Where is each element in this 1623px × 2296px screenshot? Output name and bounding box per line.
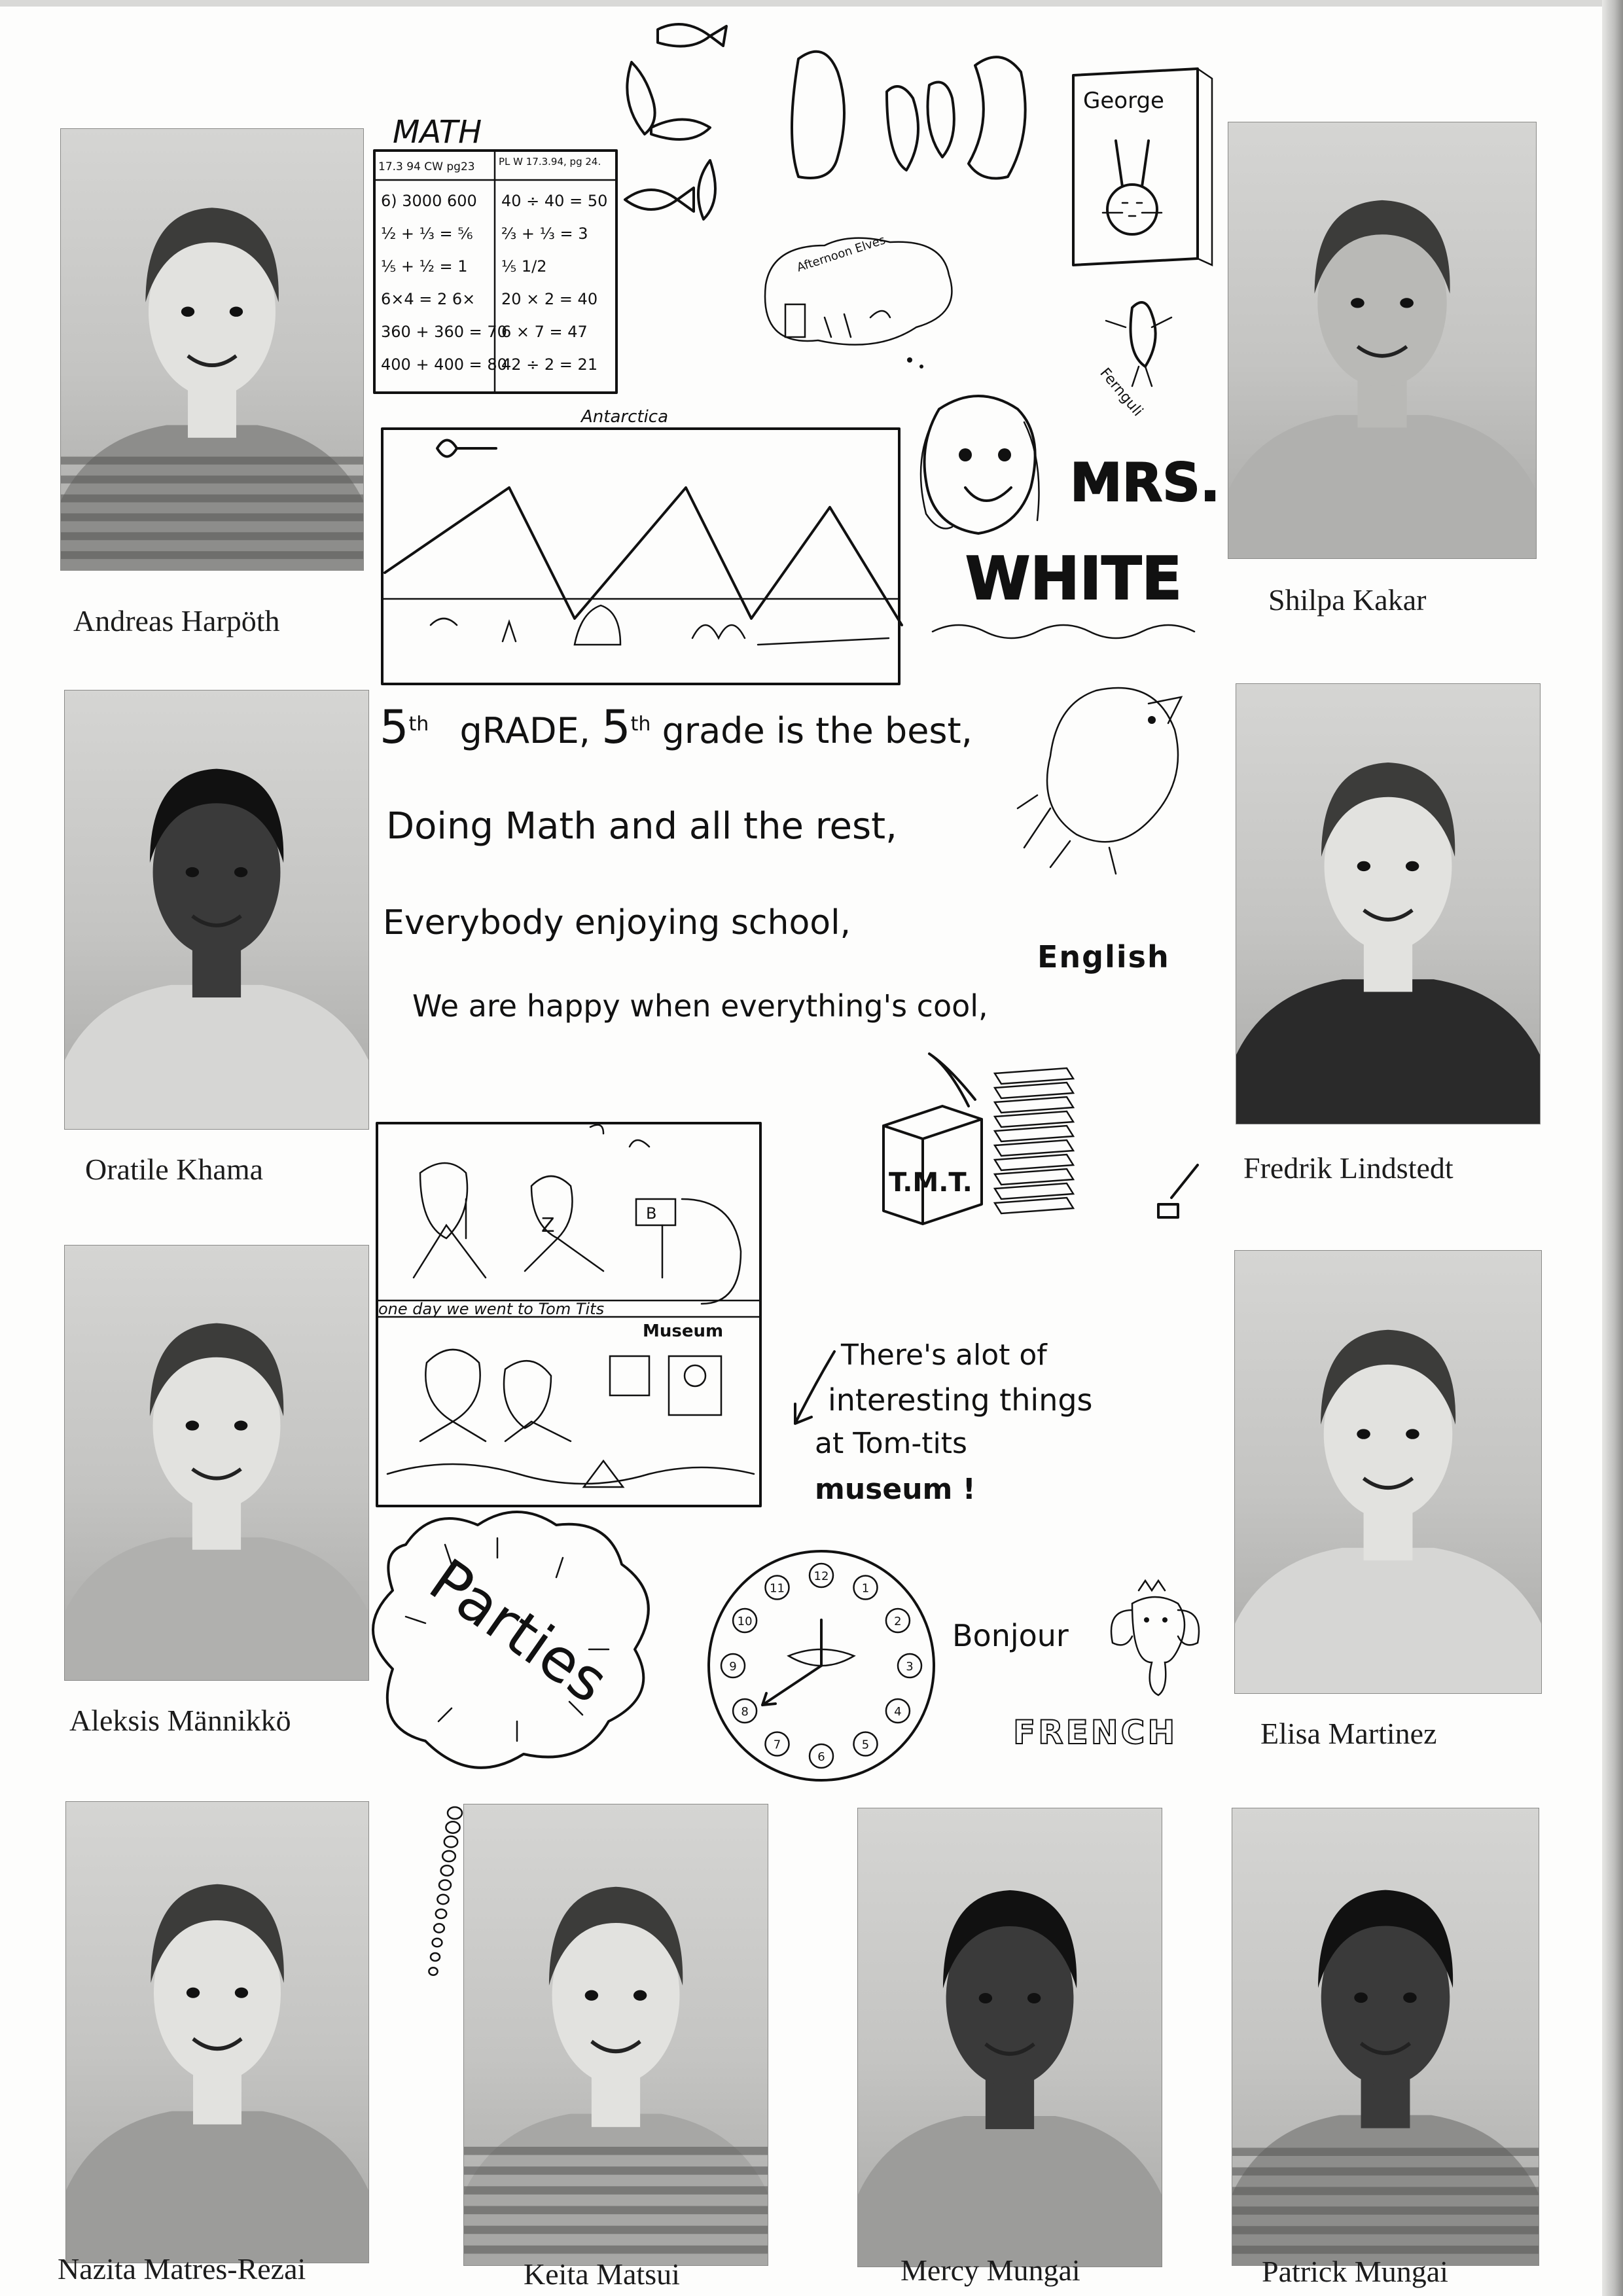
student-photo <box>64 1245 369 1681</box>
page-top-edge <box>0 0 1623 7</box>
clock-numeral: 6 <box>817 1750 825 1764</box>
poem-grade: gRADE, <box>459 710 590 751</box>
student-photo <box>1228 122 1537 559</box>
clock-numeral: 8 <box>741 1705 749 1719</box>
portrait-silhouette <box>66 1802 368 2263</box>
math-header-left: 17.3 94 CW pg23 <box>378 160 475 173</box>
clock-numeral: 5 <box>861 1738 870 1752</box>
student-name: Elisa Martinez <box>1260 1717 1437 1750</box>
student-name: Keita Matsui <box>524 2257 680 2291</box>
portrait-silhouette <box>61 129 363 570</box>
student-photo <box>1234 1250 1542 1694</box>
student-photo <box>65 1801 369 2263</box>
fernguli-label: Fernguli <box>1096 365 1146 420</box>
tmt-label: T.M.T. <box>889 1168 972 1198</box>
poem-5b: 5 <box>601 700 631 754</box>
clock-doodle <box>704 1545 942 1787</box>
student-photo <box>1236 683 1541 1124</box>
math-right-column <box>501 192 607 374</box>
math-right-item: 42 ÷ 2 = 21 <box>501 355 598 374</box>
comic-sign: B <box>646 1204 657 1223</box>
math-left-item: 6) 3000 600 <box>381 192 477 210</box>
poem-line-4: We are happy when everything's cool, <box>412 988 988 1024</box>
math-right-item: ⅔ + ⅓ = 3 <box>501 224 588 243</box>
museum-line-4: museum ! <box>815 1473 976 1506</box>
clock-numeral: 9 <box>729 1660 737 1674</box>
poem-5: 5 <box>380 700 409 754</box>
math-right-item: 40 ÷ 40 = 50 <box>501 192 608 210</box>
poem-th: th <box>408 713 429 736</box>
student-name: Shilpa Kakar <box>1268 583 1427 617</box>
clock-numeral: 2 <box>894 1615 902 1628</box>
parties-label: Parties <box>417 1546 620 1717</box>
math-left-item: ⅕ + ½ = 1 <box>381 257 468 276</box>
student-name: Andreas Harpöth <box>73 604 280 637</box>
tom-tits-comic-doodle <box>374 1121 764 1509</box>
penguins-doodle <box>772 39 1034 203</box>
poem-best: grade is the best, <box>662 710 972 751</box>
antarctica-doodle <box>378 409 902 687</box>
clock-numeral: 3 <box>906 1660 914 1674</box>
poem-line-3: Everybody enjoying school, <box>383 903 851 942</box>
clock-numeral: 12 <box>813 1570 829 1583</box>
portrait-silhouette <box>65 691 368 1129</box>
clock-numeral: 4 <box>894 1705 902 1719</box>
poem-line-1 <box>380 700 972 754</box>
clock-numeral: 11 <box>770 1581 785 1596</box>
comic-caption-2: Museum <box>643 1321 724 1341</box>
poem-thb: th <box>630 713 651 736</box>
mrs-label: MRS. <box>1070 452 1221 513</box>
student-photo <box>857 1808 1162 2267</box>
parrot-doodle <box>1011 677 1221 884</box>
math-left-column <box>381 192 507 374</box>
portrait-silhouette <box>858 1808 1162 2267</box>
clock-numeral: 7 <box>773 1738 781 1752</box>
comic-caption-1: one day we went to Tom Tits <box>378 1300 605 1318</box>
student-name: Oratile Khama <box>85 1153 264 1186</box>
fish-doodle <box>612 16 743 232</box>
student-name: Nazita Matres-Rezai <box>58 2252 306 2286</box>
book-title: George <box>1083 88 1164 114</box>
portrait-silhouette <box>65 1246 368 1680</box>
afternoon-label: Afternoon Elves <box>795 233 887 275</box>
math-left-item: 360 + 360 = 70 <box>381 323 507 341</box>
portrait-silhouette <box>1235 1251 1541 1693</box>
elephant-doodle <box>1106 1577 1204 1702</box>
student-photo <box>1232 1808 1539 2266</box>
math-left-item: ½ + ⅓ = ⅚ <box>381 224 473 243</box>
math-right-item: 20 × 2 = 40 <box>501 290 598 308</box>
math-header-right: PL W 17.3.94, pg 24. <box>499 156 601 168</box>
parties-cloud-doodle <box>366 1505 674 1983</box>
student-name: Fredrik Lindstedt <box>1243 1151 1454 1185</box>
poem-line-2: Doing Math and all the rest, <box>386 805 897 848</box>
math-title: MATH <box>393 114 482 151</box>
student-name: Mercy Mungai <box>901 2253 1080 2287</box>
mrs-white-doodle <box>913 383 1221 645</box>
student-photo <box>64 690 369 1130</box>
portrait-silhouette <box>1236 684 1540 1124</box>
math-right-item: 6 × 7 = 47 <box>501 323 588 341</box>
student-photo <box>60 128 364 571</box>
math-left-item: 6×4 = 2 6× <box>381 290 476 308</box>
white-label: WHITE <box>965 545 1182 613</box>
george-book-doodle <box>1063 62 1217 272</box>
tmt-books-doodle <box>870 1047 1211 1230</box>
museum-line-3: at Tom-tits <box>815 1427 967 1460</box>
comic-z: Z <box>541 1214 555 1237</box>
clock-numeral: 1 <box>861 1581 870 1596</box>
clock-numeral: 10 <box>737 1615 753 1628</box>
page-binding-edge <box>1602 0 1623 2296</box>
math-left-item: 400 + 400 = 80 <box>381 355 507 374</box>
museum-line-1: There's alot of <box>841 1338 1047 1372</box>
afternoon-elves-doodle <box>746 232 962 373</box>
bonjour-label: Bonjour <box>952 1618 1069 1653</box>
math-right-item: ⅕ 1/2 <box>501 257 547 276</box>
student-name: Aleksis Männikkö <box>69 1704 291 1737</box>
english-label: English <box>1037 939 1170 975</box>
museum-line-2: interesting things <box>828 1382 1093 1418</box>
math-worksheet-doodle <box>366 111 622 399</box>
portrait-silhouette <box>1228 122 1536 558</box>
antarctica-label: Antarctica <box>581 407 669 427</box>
student-name: Patrick Mungai <box>1262 2255 1448 2288</box>
portrait-silhouette <box>1232 1808 1539 2265</box>
museum-note-doodle <box>776 1335 1142 1505</box>
french-label: FRENCH <box>1013 1713 1178 1751</box>
